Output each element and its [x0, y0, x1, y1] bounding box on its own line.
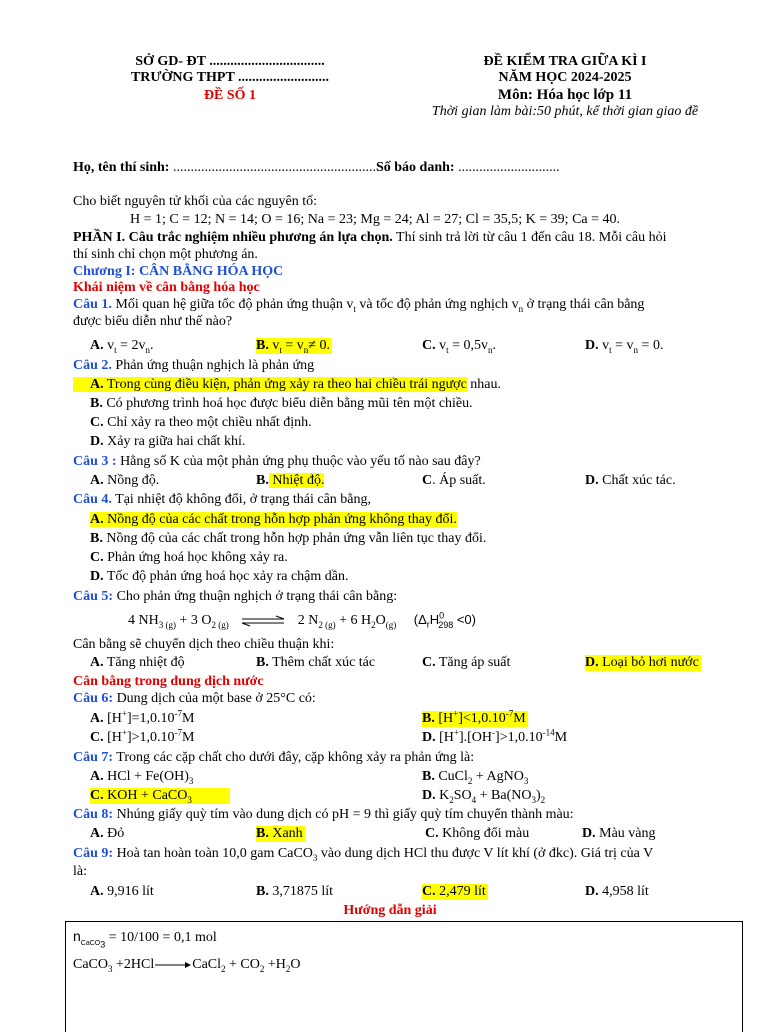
option-label: C. [422, 338, 436, 353]
option-text: ≠ 0. [308, 338, 330, 353]
sol-sub: 2 [259, 963, 265, 974]
q9-label: Câu 9: [73, 846, 114, 861]
option-sup: -14 [542, 727, 555, 738]
option-text: SO [453, 788, 472, 803]
eq-sub: 298 [438, 619, 454, 630]
option-text: ]>1,0.10 [495, 730, 543, 745]
option-label: D. [585, 884, 599, 899]
q8-label: Câu 8: [73, 807, 114, 822]
option-text: Thêm chất xúc tác [268, 655, 376, 670]
option-label: B. [90, 396, 103, 411]
option-label: A. [90, 769, 104, 784]
option-label: C. [422, 655, 436, 670]
option-text: . [150, 338, 154, 353]
school-line: TRƯỜNG THPT .......................... [130, 70, 330, 85]
reaction-arrow-icon [154, 960, 192, 970]
q1-option-d[interactable] [585, 338, 663, 354]
q4-option-b[interactable] [90, 531, 486, 547]
q1-text: Mối quan hệ giữa tốc độ phản ứng thuận v [111, 297, 354, 312]
q3-option-c[interactable] [422, 473, 486, 489]
atomic-intro: Cho biết nguyên tử khối của các nguyên tố: [73, 194, 317, 209]
option-sub: 3 [523, 775, 529, 786]
q2-option-d[interactable] [90, 434, 245, 450]
q1-sub: n [518, 303, 524, 314]
option-label: C. [90, 788, 104, 803]
q2-option-a[interactable] [73, 377, 501, 393]
q2-label: Câu 2. [73, 358, 112, 373]
option-label: D. [422, 730, 436, 745]
eq-text: O [375, 613, 386, 628]
option-label: D. [585, 338, 599, 353]
eq-sub: (g) [385, 619, 397, 630]
option-text: + AgNO [472, 769, 524, 784]
option-text: CuCl [434, 769, 468, 784]
option-text: [H [103, 711, 122, 726]
option-text: Chỉ xảy ra theo một chiều nhất định. [103, 415, 312, 430]
option-text: Đỏ [103, 826, 125, 841]
option-sup: - [492, 727, 496, 738]
option-text: 4,958 lít [598, 884, 649, 899]
section-title-1: Khái niệm về cân bằng hóa học [73, 280, 260, 295]
option-text: v [268, 338, 280, 353]
option-label: B. [256, 826, 269, 841]
q5-option-a[interactable] [90, 655, 185, 671]
q5-text: Cho phản ứng thuận nghịch ở trạng thái cân bằng: [113, 589, 398, 604]
option-sub: 2 [449, 794, 454, 805]
q8-option-d[interactable] [582, 826, 656, 842]
question-2 [73, 358, 314, 374]
option-sub: 3 [531, 794, 536, 805]
option-sup: -7 [174, 708, 183, 719]
option-text: M [182, 730, 195, 745]
option-text: Nồng độ của các chất trong hỗn hợp phản ứng vẫn liên tục thay đổi. [102, 531, 487, 546]
option-text: Tăng áp suất [435, 655, 511, 670]
id-dots[interactable]: ............................. [458, 160, 560, 175]
option-text: [H [434, 711, 454, 726]
sol-text: +H [264, 957, 286, 972]
q3-option-a[interactable] [90, 473, 159, 489]
option-label: A. [90, 512, 104, 527]
option-label: A. [90, 884, 104, 899]
option-text: ) [536, 788, 541, 803]
q5-option-c[interactable] [422, 655, 510, 671]
option-label: C. [90, 550, 104, 565]
q4-option-c[interactable] [90, 550, 288, 566]
eq-sub: 3 (g) [158, 619, 176, 630]
eq-sub: 2 (g) [211, 619, 229, 630]
eq-sub: r [426, 619, 430, 630]
q1-option-b[interactable] [256, 338, 332, 354]
option-sup: + [121, 727, 127, 738]
q4-option-d[interactable] [90, 569, 349, 585]
option-sub: t [279, 344, 282, 355]
option-text: ]>1,0.10 [126, 730, 175, 745]
part1-title: PHẦN I. Câu trắc nghiệm nhiều phương án lựa chọn. [73, 230, 393, 245]
option-text: [H [435, 730, 454, 745]
eq-sub: 2 [371, 619, 376, 630]
option-text: v [435, 338, 447, 353]
eq-text: 2 N [297, 613, 319, 628]
option-label: B. [256, 655, 269, 670]
option-text: M [513, 711, 526, 726]
option-label: A. [90, 655, 104, 670]
option-text: v [103, 338, 115, 353]
q6-option-d[interactable] [422, 727, 568, 746]
exam-title: ĐỀ KIỂM TRA GIỮA KÌ I [483, 54, 647, 69]
option-text: M [182, 711, 195, 726]
eq-text: + 3 O [175, 613, 212, 628]
q6-option-b[interactable] [422, 708, 528, 727]
q6-option-a[interactable] [90, 708, 195, 727]
q9-option-d[interactable] [585, 884, 649, 900]
option-label: B. [422, 769, 435, 784]
student-info [73, 160, 560, 176]
option-sub: 3 [188, 775, 194, 786]
question-7 [73, 750, 474, 766]
option-sub: n [145, 344, 151, 355]
option-text: + Ba(NO [476, 788, 532, 803]
option-text: Màu vàng [595, 826, 656, 841]
name-dots[interactable]: .......................................................... [172, 160, 376, 175]
option-text: . Áp suất. [432, 473, 486, 488]
q2-option-b[interactable] [90, 396, 473, 412]
option-label: B. [90, 531, 103, 546]
q9-option-c[interactable] [422, 884, 488, 900]
option-text: Xanh [268, 826, 303, 841]
option-text: 3,71875 lít [268, 884, 334, 899]
name-label: Họ, tên thí sinh: [73, 160, 170, 175]
q7-text: Trong các cặp chất cho dưới đây, cặp không xảy ra phản ứng là: [113, 750, 475, 765]
q8-text: Nhúng giấy quỳ tím vào dung dịch có pH = 9 thì giấy quỳ tím chuyển thành màu: [113, 807, 574, 822]
solution-equation [73, 957, 301, 973]
option-label: C. [425, 826, 439, 841]
q1-text: và tốc độ phản ứng nghịch v [355, 297, 519, 312]
q9-sub: 3 [312, 852, 318, 863]
option-sub: n [488, 344, 493, 355]
part1-heading [73, 230, 666, 246]
q1-text: ở trạng thái cân bằng [523, 297, 645, 312]
option-text: [H [103, 730, 122, 745]
q9-line2: là: [73, 864, 87, 879]
eq-text: 4 NH [128, 613, 159, 628]
option-sub: 2 [540, 794, 546, 805]
option-sub: t [609, 344, 612, 355]
option-label: D. [582, 826, 596, 841]
time-allowed: Thời gian làm bài:50 phút, kể thời gian giao đề [431, 104, 699, 119]
eq-sub: 2 (g) [318, 619, 336, 630]
option-text: ]=1,0.10 [126, 711, 175, 726]
option-text: KOH + CaCO [103, 788, 188, 803]
option-sup: -7 [174, 727, 183, 738]
q5-equation [128, 612, 476, 629]
sol-sub: 3 [100, 939, 106, 950]
option-label: A. [90, 473, 104, 488]
option-text: = 0,5v [448, 338, 489, 353]
option-text: ].[OH [458, 730, 493, 745]
option-text: HCl + Fe(OH) [103, 769, 189, 784]
sol-sub: 3 [108, 963, 113, 974]
q7-option-a[interactable] [90, 769, 193, 785]
sol-text: = 10/100 = 0,1 mol [105, 930, 217, 945]
q4-label: Câu 4. [73, 492, 112, 507]
option-text: v [598, 338, 610, 353]
eq-text: <0) [453, 612, 476, 627]
q1-line2: được biểu diễn như thế nào? [73, 314, 233, 329]
option-text: Xảy ra giữa hai chất khí. [103, 434, 246, 449]
option-label: A. [90, 711, 104, 726]
option-sub: 2 [467, 775, 473, 786]
q3-label: Câu 3 : [73, 454, 117, 469]
option-label: B. [256, 338, 269, 353]
option-label: A. [90, 338, 104, 353]
eq-sup: 0 [439, 610, 445, 621]
q9-text: vào dung dịch HCl thu được V lít khí (ở đkc). Giá trị của V [317, 846, 654, 861]
option-label: C. [90, 415, 104, 430]
solution-title: Hướng dẫn giải [343, 903, 437, 918]
question-1 [73, 297, 644, 313]
eq-text: + 6 H [335, 613, 372, 628]
option-sub: 4 [471, 794, 477, 805]
q5-option-b[interactable] [256, 655, 375, 671]
q8-option-a[interactable] [90, 826, 124, 842]
option-text: Nhiệt độ. [268, 473, 325, 488]
option-sub: t [446, 344, 449, 355]
option-text: Trong cùng điều kiện, phản ứng xảy ra theo hai chiều trái ngược [103, 377, 467, 392]
equilibrium-arrow-icon [240, 615, 286, 627]
option-label: D. [422, 788, 436, 803]
q4-option-a[interactable] [90, 512, 457, 528]
q2-text: Phản ứng thuận nghịch là phản ứng [111, 358, 315, 373]
option-text: nhau. [466, 377, 502, 392]
q5-label: Câu 5: [73, 589, 114, 604]
option-label: C. [422, 884, 436, 899]
option-label: B. [256, 473, 269, 488]
option-text: Loại bỏ hơi nước [598, 655, 699, 670]
sol-text: n [73, 928, 81, 944]
q7-label: Câu 7: [73, 750, 114, 765]
question-6 [73, 691, 316, 707]
section-title-2: Cân bằng trong dung dịch nước [73, 674, 264, 689]
q1-label: Câu 1. [73, 297, 112, 312]
option-label: C [422, 473, 433, 488]
sol-text: + CO [225, 957, 260, 972]
q6-text: Dung dịch của một base ở 25°C có: [113, 691, 316, 706]
atomic-values: H = 1; C = 12; N = 14; O = 16; Na = 23; Mg = 24; Al = 27; Cl = 35,5; K = 39; Ca = 40. [130, 212, 621, 227]
option-text: = v [611, 338, 634, 353]
sol-text: CaCl [192, 957, 222, 972]
option-text: Có phương trình hoá học được biểu diễn bằng mũi tên một chiều. [102, 396, 473, 411]
option-text: 9,916 lít [103, 884, 154, 899]
sol-sub: 2 [285, 963, 291, 974]
q2-option-c[interactable] [90, 415, 312, 431]
option-text: Tăng nhiệt độ [103, 655, 185, 670]
sol-text: +2HCl [112, 957, 155, 972]
q1-option-c[interactable] [422, 338, 496, 354]
option-text: Tốc độ phản ứng hoá học xảy ra chậm dần. [103, 569, 349, 584]
option-sub: 3 [187, 794, 192, 805]
q5-option-d[interactable] [585, 655, 701, 671]
subject: Môn: Hóa học lớp 11 [497, 87, 633, 103]
option-sub: t [114, 344, 117, 355]
option-text: Nồng độ của các chất trong hỗn hợp phản ứng không thay đổi. [103, 512, 457, 527]
option-text: = 2v [116, 338, 146, 353]
option-sup: -7 [505, 708, 514, 719]
eq-text: H [429, 612, 440, 627]
question-4 [73, 492, 371, 508]
option-text: = 0. [638, 338, 664, 353]
option-text: Không đổi màu [438, 826, 530, 841]
q6-label: Câu 6: [73, 691, 114, 706]
question-9 [73, 846, 653, 862]
question-3 [73, 454, 481, 470]
q9-option-a[interactable] [90, 884, 154, 900]
q4-text: Tại nhiệt độ không đổi, ở trạng thái cân bằng, [111, 492, 371, 507]
sol-text: O [290, 957, 301, 972]
option-text: = v [281, 338, 304, 353]
option-text: Phản ứng hoá học không xảy ra. [103, 550, 288, 565]
q1-sub: t [353, 303, 356, 314]
q7-option-c[interactable] [90, 788, 230, 804]
chapter-title: Chương I: CÂN BẰNG HÓA HỌC [73, 264, 284, 279]
q8-option-b[interactable] [256, 826, 305, 842]
q1-option-a[interactable] [90, 338, 154, 354]
option-sup: + [453, 708, 459, 719]
q5-question-line: Cân bằng sẽ chuyển dịch theo chiều thuận khi: [73, 637, 335, 652]
option-sup: + [453, 727, 459, 738]
q6-option-c[interactable] [90, 727, 195, 746]
option-text: 2,479 lít [435, 884, 486, 899]
option-label: C. [90, 730, 104, 745]
option-label: D. [585, 655, 599, 670]
option-text: M [554, 730, 568, 745]
option-label: D. [585, 473, 599, 488]
option-sub: n [303, 344, 309, 355]
q8-option-c[interactable] [425, 826, 529, 842]
q7-option-b[interactable] [422, 769, 528, 785]
option-text: Nồng độ. [103, 473, 160, 488]
part1-desc2: thí sinh chỉ chọn một phương án. [73, 247, 258, 262]
q3-option-b[interactable] [256, 473, 324, 489]
option-text: Chất xúc tác. [598, 473, 676, 488]
solution-moles [73, 928, 217, 950]
option-label: D. [90, 569, 104, 584]
option-label: B. [256, 884, 269, 899]
question-8 [73, 807, 574, 823]
option-label: B. [422, 711, 435, 726]
option-text: ]<1,0.10 [458, 711, 506, 726]
option-text: K [435, 788, 450, 803]
option-text: . [492, 338, 497, 353]
option-label: D. [90, 434, 104, 449]
school-year: NĂM HỌC 2024-2025 [498, 70, 632, 85]
department-line: SỞ GD- ĐT ................................. [135, 54, 325, 69]
option-label: A. [90, 826, 104, 841]
q9-option-b[interactable] [256, 884, 333, 900]
sol-sub: 2 [221, 963, 226, 974]
sol-text: CaCO [73, 957, 108, 972]
exam-number: ĐỀ SỐ 1 [203, 88, 257, 103]
sol-sub: CaCO [80, 939, 101, 947]
q9-text: Hoà tan hoàn toàn 10,0 gam CaCO [113, 846, 313, 861]
id-label: Số báo danh: [375, 160, 455, 175]
option-label: A. [90, 377, 104, 392]
q3-option-d[interactable] [585, 473, 676, 489]
option-sup: + [121, 708, 127, 719]
q3-text: Hằng số K của một phản ứng phụ thuộc vào yếu tố nào sau đây? [116, 454, 481, 469]
q7-option-d[interactable] [422, 788, 545, 804]
part1-desc: Thí sinh trả lời từ câu 1 đến câu 18. Mỗi câu hỏi [392, 230, 667, 245]
question-5 [73, 589, 397, 605]
eq-text: (Δ [413, 612, 427, 627]
option-sub: n [633, 344, 639, 355]
